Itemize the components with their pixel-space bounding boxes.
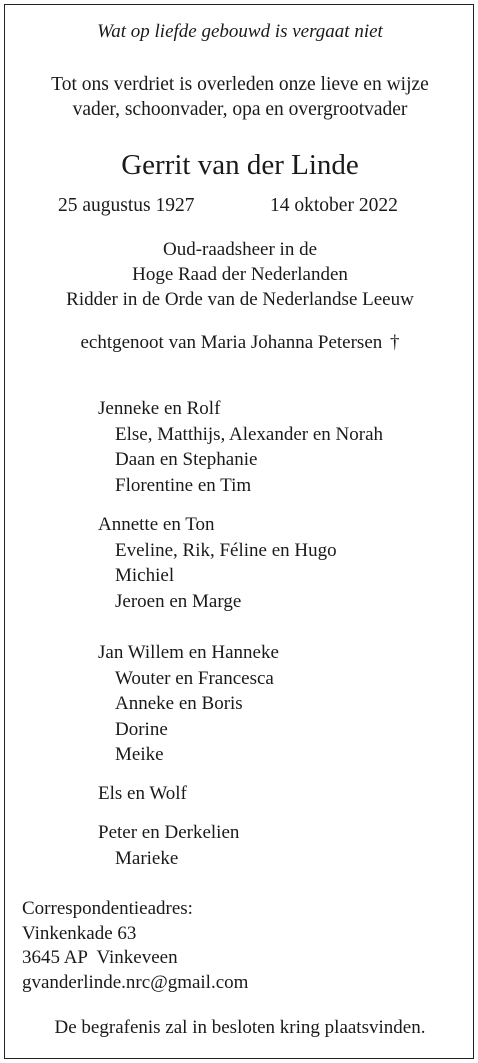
- email-address[interactable]: gvanderlinde.nrc@gmail.com: [22, 971, 249, 993]
- family-member: Jeroen en Marge: [115, 590, 242, 612]
- cross-icon: †: [390, 332, 400, 353]
- family-head: Jan Willem en Hanneke: [98, 642, 279, 663]
- family-member: Anneke en Boris: [115, 693, 243, 714]
- motto: Wat op liefde gebouwd is vergaat niet: [97, 21, 383, 42]
- family-head: Peter en Derkelien: [98, 822, 240, 843]
- intro-text: [5, 72, 475, 122]
- family-group: [98, 396, 383, 498]
- family-group: [98, 512, 337, 614]
- intro-line: vader, schoonvader, opa en overgrootvader: [72, 99, 408, 120]
- address-city: 3645 AP Vinkeveen: [22, 947, 178, 968]
- family-member: Else, Matthijs, Alexander en Norah: [115, 423, 384, 445]
- intro-line: Tot ons verdriet is overleden onze lieve en wijze: [51, 74, 429, 95]
- honorary-titles: [5, 237, 475, 312]
- birth-date: 25 augustus 1927: [58, 195, 195, 216]
- family-member: Dorine: [115, 718, 168, 740]
- title-line: Oud-raadsheer in de: [162, 239, 318, 260]
- title-line: Hoge Raad der Nederlanden: [132, 264, 348, 285]
- spouse-line: [5, 332, 475, 354]
- correspondence-address: [22, 897, 248, 995]
- family-group: [98, 640, 279, 768]
- family-group: [98, 781, 187, 807]
- family-member: Daan en Stephanie: [115, 449, 258, 470]
- correspondence-label: Correspondentieadres:: [22, 898, 193, 919]
- family-member: Wouter en Francesca: [115, 667, 274, 689]
- family-member: Eveline, Rik, Féline en Hugo: [115, 539, 337, 561]
- family-member: Marieke: [115, 847, 179, 869]
- family-group: [98, 820, 239, 871]
- family-member: Meike: [115, 744, 164, 765]
- deceased-name: Gerrit van der Linde: [121, 149, 359, 181]
- family-member: Michiel: [115, 565, 175, 586]
- burial-note: De begrafenis zal in besloten kring plaatsvinden.: [54, 1017, 426, 1038]
- notice-border: [4, 4, 474, 1059]
- address-street: Vinkenkade 63: [22, 922, 137, 944]
- title-line: Ridder in de Orde van de Nederlandse Leeuw: [66, 289, 414, 310]
- family-head: Annette en Ton: [98, 514, 215, 535]
- family-member: Florentine en Tim: [115, 474, 252, 496]
- family-head: Jenneke en Rolf: [98, 398, 221, 419]
- death-date: 14 oktober 2022: [270, 195, 398, 216]
- spouse-text: echtgenoot van Maria Johanna Petersen: [80, 332, 383, 353]
- family-head: Els en Wolf: [98, 783, 187, 804]
